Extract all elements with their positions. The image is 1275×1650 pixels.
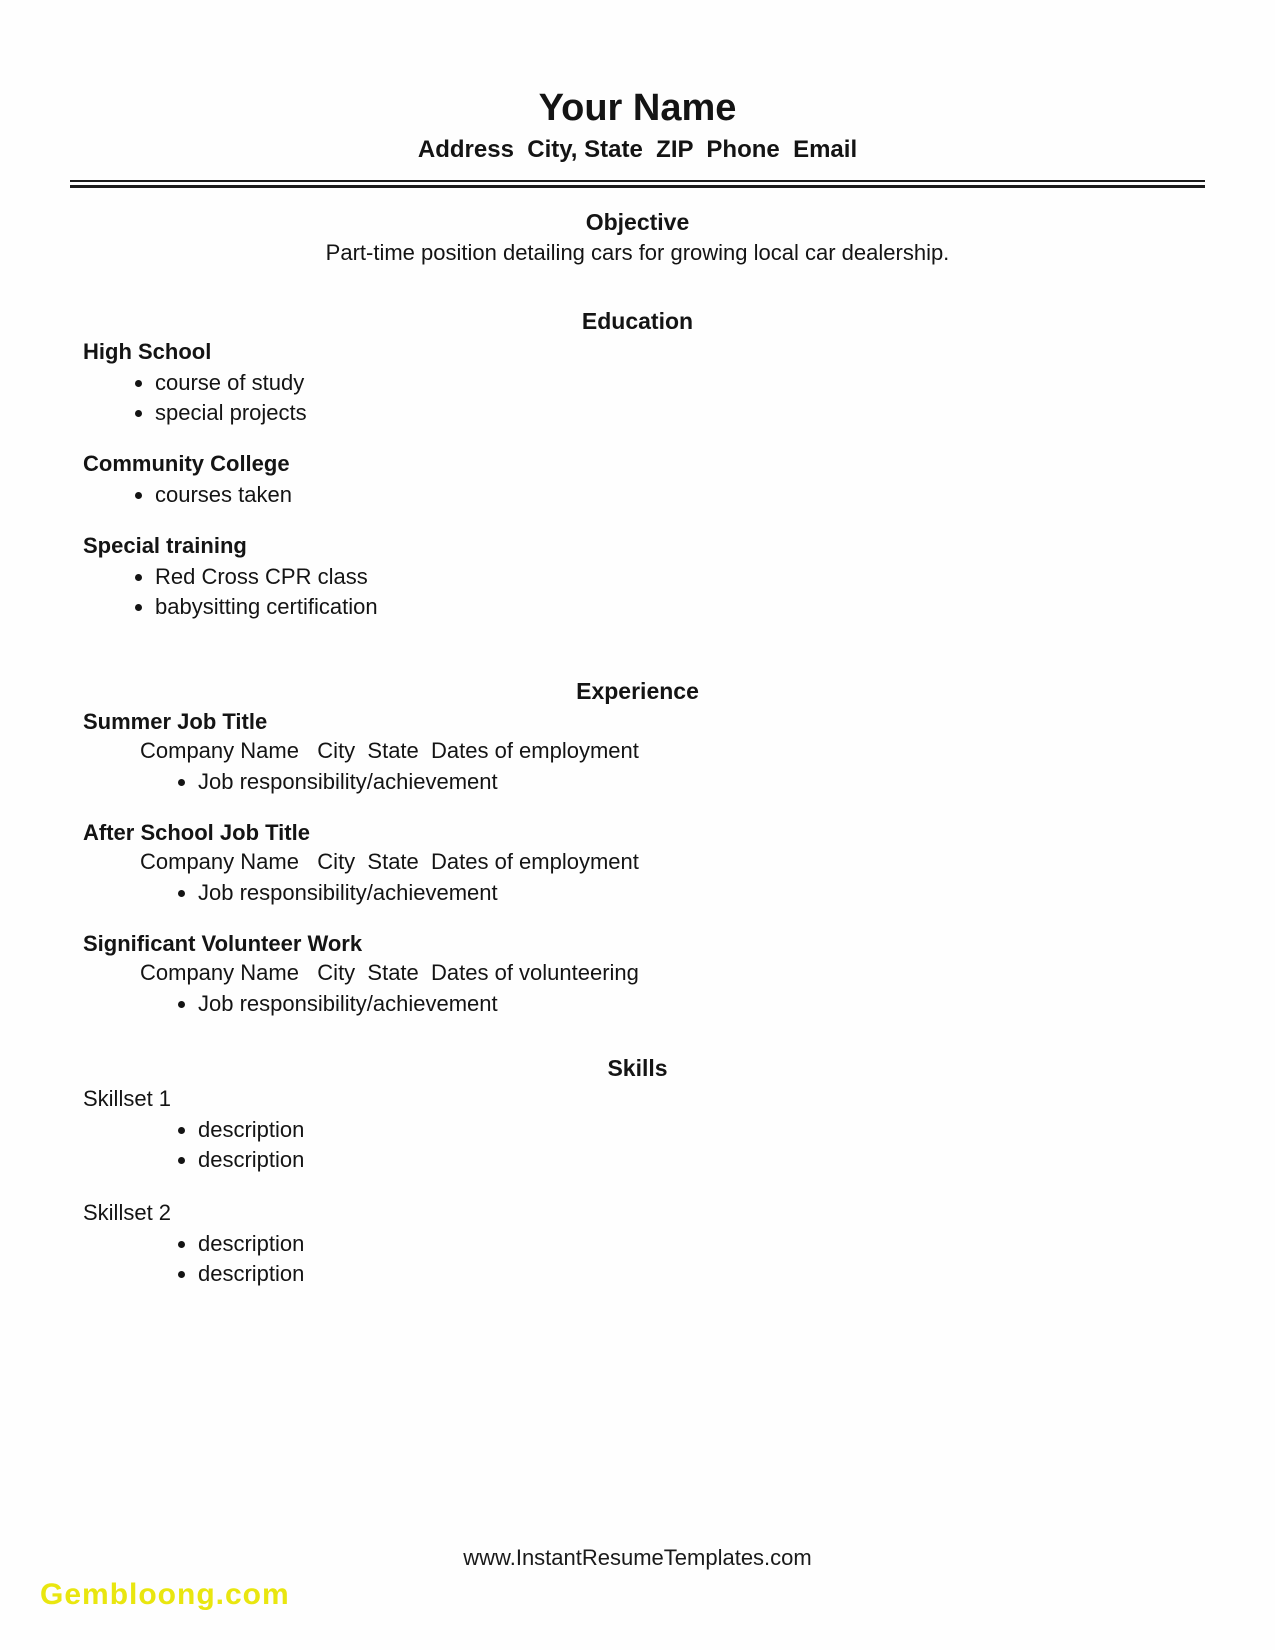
contact-line: Address City, State ZIP Phone Email	[417, 136, 858, 163]
education-bullet: • babysitting certification	[155, 592, 1192, 621]
objective-text: Part-time position detailing cars for growing local car dealership.	[325, 240, 950, 265]
skillset-heading: Skillset 2	[83, 1200, 172, 1225]
job-bullet: • Job responsibility/achievement	[198, 989, 1192, 1018]
objective-title: Objective	[585, 209, 690, 235]
resume-body	[0, 208, 1275, 1288]
resume-content	[0, 86, 1275, 165]
skill-bullet: • description	[198, 1115, 1192, 1144]
skills-section	[83, 1054, 1192, 1288]
job-bullet-list	[83, 989, 1192, 1018]
skill-bullet: • description	[198, 1145, 1192, 1174]
education-bullet: • course of study	[155, 368, 1192, 397]
job-title-heading: Significant Volunteer Work	[83, 931, 363, 956]
skill-bullet-list	[83, 1229, 1192, 1288]
resume-header	[83, 86, 1192, 165]
footer-url: www.InstantResumeTemplates.com	[463, 1545, 812, 1570]
skill-bullet-list	[83, 1115, 1192, 1174]
skills-title: Skills	[607, 1055, 668, 1081]
education-title: Education	[581, 308, 694, 334]
education-bullet: • courses taken	[155, 480, 1192, 509]
education-bullet-list	[83, 562, 1192, 621]
experience-title: Experience	[576, 678, 699, 704]
education-bullet-list	[83, 368, 1192, 427]
company-line: Company Name City State Dates of employment	[140, 738, 639, 763]
education-bullet: • Red Cross CPR class	[155, 562, 1192, 591]
header-divider	[70, 180, 1205, 188]
job-bullet-list	[83, 767, 1192, 796]
education-group-heading: High School	[83, 339, 212, 364]
site-watermark: Gembloong.com	[40, 1578, 290, 1611]
objective-section	[83, 208, 1192, 267]
education-bullet-list	[83, 480, 1192, 509]
skill-bullet: • description	[198, 1229, 1192, 1258]
company-line: Company Name City State Dates of employment	[140, 849, 639, 874]
job-bullet-list	[83, 878, 1192, 907]
experience-section	[83, 677, 1192, 1018]
job-title-heading: Summer Job Title	[83, 709, 268, 734]
skillset-heading: Skillset 1	[83, 1086, 172, 1111]
education-bullet: • special projects	[155, 398, 1192, 427]
education-section	[83, 307, 1192, 621]
company-line: Company Name City State Dates of volunteering	[140, 960, 639, 985]
job-title-heading: After School Job Title	[83, 820, 310, 845]
education-group-heading: Special training	[83, 533, 247, 558]
skill-bullet: • description	[198, 1259, 1192, 1288]
job-bullet: • Job responsibility/achievement	[198, 878, 1192, 907]
education-group-heading: Community College	[83, 451, 290, 476]
job-bullet: • Job responsibility/achievement	[198, 767, 1192, 796]
name-heading: Your Name	[538, 87, 737, 129]
